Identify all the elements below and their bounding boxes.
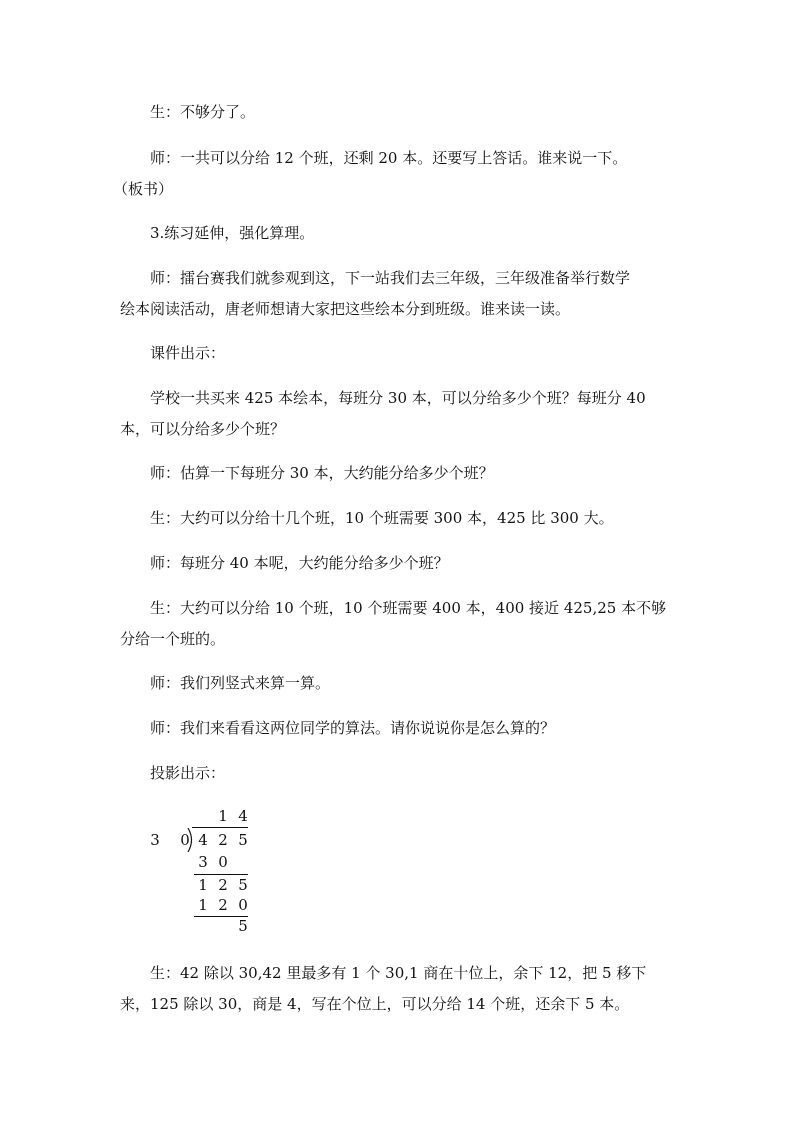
remainder-digit: 5 xyxy=(238,917,248,935)
product-digit: 0 xyxy=(238,896,248,914)
text-line: 分给一个班的。 xyxy=(120,630,226,648)
text-line: 绘本阅读活动，唐老师想请大家把这些绘本分到班级。谁来读一读。 xyxy=(120,300,571,318)
paragraph-10 xyxy=(120,593,665,655)
text-line: 生：大约可以分给 10 个班，10 个班需要 400 本，400 接近 425,25 本不够 xyxy=(150,599,667,617)
paragraph-3 xyxy=(120,218,665,249)
partial-digit: 1 xyxy=(198,876,208,894)
paragraph-1 xyxy=(120,97,665,128)
text-line: 师：估算一下每班分 30 本，大约能分给多少个班？ xyxy=(150,464,494,482)
text-line: 生：不够分了。 xyxy=(150,103,256,121)
partial-digit: 2 xyxy=(218,876,228,894)
product-digit: 2 xyxy=(218,896,228,914)
divisor-digit: 3 xyxy=(150,831,160,849)
paragraph-4 xyxy=(120,263,665,325)
paragraph-8 xyxy=(120,503,665,534)
division-bar xyxy=(192,827,248,828)
text-line: 本，可以分给多少个班？ xyxy=(120,420,286,438)
divisor-digit: 0 xyxy=(180,831,190,849)
quotient-digit: 4 xyxy=(238,807,248,825)
text-line: 学校一共买来 425 本绘本，每班分 30 本，可以分给多少个班？每班分 40 xyxy=(150,389,646,407)
paragraph-13 xyxy=(120,758,665,789)
product-digit: 0 xyxy=(218,853,228,871)
paragraph-7 xyxy=(120,458,665,489)
product-digit: 3 xyxy=(198,853,208,871)
quotient-digit: 1 xyxy=(218,807,228,825)
partial-digit: 5 xyxy=(238,876,248,894)
text-line: （板书） xyxy=(113,180,174,198)
text-line: 生：大约可以分给十几个班，10 个班需要 300 本，425 比 300 大。 xyxy=(150,509,614,527)
dividend-digit: 2 xyxy=(218,831,228,849)
text-line: 师：我们来看看这两位同学的算法。请你说说你是怎么算的？ xyxy=(150,719,556,737)
text-line: 师：我们列竖式来算一算。 xyxy=(150,674,331,692)
dividend-digit: 4 xyxy=(198,831,208,849)
text-line: 投影出示： xyxy=(150,764,226,782)
text-line: 师：每班分 40 本呢，大约能分给多少个班？ xyxy=(150,554,449,572)
paragraph-2 xyxy=(113,143,665,205)
text-line: 师：擂台赛我们就参观到这，下一站我们去三年级，三年级准备举行数学 xyxy=(150,269,631,287)
dividend-digit: 5 xyxy=(238,831,248,849)
text-line: 3.练习延伸，强化算理。 xyxy=(150,224,315,242)
long-division xyxy=(140,806,260,936)
paragraph-9 xyxy=(120,548,665,579)
text-line: 师：一共可以分给 12 个班，还剩 20 本。还要写上答话。谁来说一下。 xyxy=(150,149,628,167)
text-line: 生：42 除以 30,42 里最多有 1 个 30,1 商在十位上，余下 12，把 5 移下 xyxy=(150,964,647,982)
text-line: 来，125 除以 30，商是 4，写在个位上，可以分给 14 个班，还余下 5 本。 xyxy=(120,995,630,1013)
paragraph-12 xyxy=(120,713,665,744)
product-digit: 1 xyxy=(198,896,208,914)
paragraph-5 xyxy=(120,338,665,369)
paragraph-11 xyxy=(120,668,665,699)
paragraph-6 xyxy=(120,383,665,445)
paragraph-14 xyxy=(120,958,665,1020)
text-line: 课件出示： xyxy=(150,344,226,362)
